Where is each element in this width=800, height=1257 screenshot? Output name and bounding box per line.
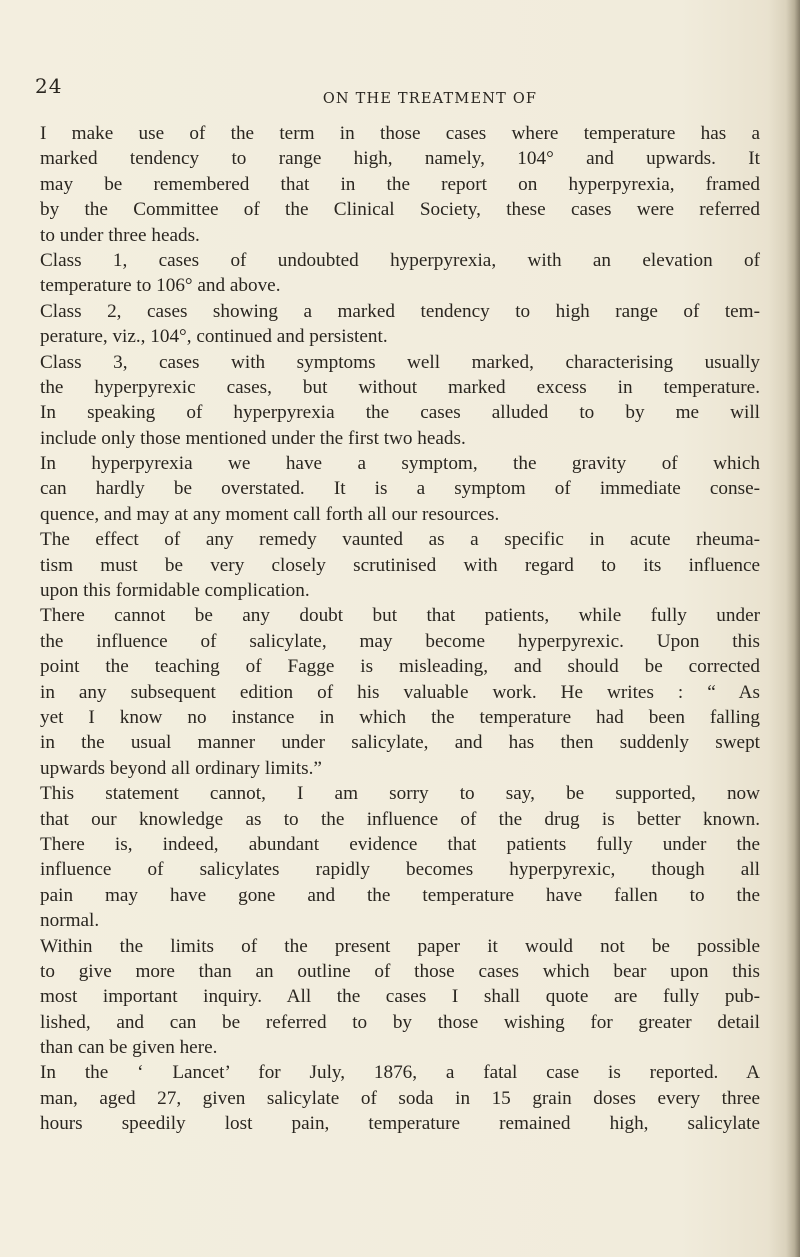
text-line: Class 3, cases with symptoms well marked, characterising usually [40,351,760,373]
text-line: the influence of salicylate, may become hyperpyrexic. Upon this [40,630,760,652]
text-line: The effect of any remedy vaunted as a specific in acute rheuma- [40,529,760,551]
text-line: pain may have gone and the temperature have fallen to the [40,884,760,906]
text-line: temperature to 106° and above. [40,275,281,297]
text-line: There cannot be any doubt but that patients, while fully under [40,605,760,627]
text-line: point the teaching of Fagge is misleading, and should be corrected [40,656,760,678]
text-line: to under three heads. [40,224,200,246]
text-line: most important inquiry. All the cases I shall quote are fully pub- [40,986,760,1008]
text-line: In speaking of hyperpyrexia the cases alluded to by me will [40,402,760,424]
text-line: Within the limits of the present paper it would not be possible [40,935,760,957]
text-line: influence of salicylates rapidly becomes hyperpyrexic, though all [40,859,760,881]
text-line: upon this formidable complication. [40,580,310,602]
page-edge-shadow [786,0,800,1257]
text-line: lished, and can be referred to by those wishing for greater detail [40,1011,760,1033]
text-line: tism must be very closely scrutinised with regard to its influence [40,554,760,576]
text-line: yet I know no instance in which the temperature had been falling [40,706,760,728]
text-line: Class 1, cases of undoubted hyperpyrexia, with an elevation of [40,249,760,271]
text-line: Class 2, cases showing a marked tendency to high range of tem- [40,300,760,322]
text-line: by the Committee of the Clinical Society, these cases were referred [40,199,760,221]
text-line: normal. [40,910,100,932]
text-line: upwards beyond all ordinary limits.” [40,757,322,779]
page-number: 24 [35,74,63,98]
text-line: may be remembered that in the report on hyperpyrexia, framed [40,173,760,195]
text-line: can hardly be overstated. It is a symptom of immediate conse- [40,478,760,500]
text-line: In hyperpyrexia we have a symptom, the gravity of which [40,453,760,475]
text-line: I make use of the term in those cases where temperature has a [40,123,760,144]
text-line: In the ‘ Lancet’ for July, 1876, a fatal case is reported. A [40,1062,760,1084]
text-line: the hyperpyrexic cases, but without marked excess in temperature. [40,376,760,398]
text-line: hours speedily lost pain, temperature remained high, salicylate [40,1113,760,1135]
running-head: ON THE TREATMENT OF [322,91,538,107]
text-line: than can be given here. [40,1037,218,1059]
text-line: This statement cannot, I am sorry to say, be supported, now [40,783,760,805]
text-line: include only those mentioned under the first two heads. [40,427,466,449]
text-line: in any subsequent edition of his valuable work. He writes : “ As [40,681,760,703]
text-line: man, aged 27, given salicylate of soda in 15 grain doses every three [40,1087,760,1109]
text-line: in the usual manner under salicylate, and has then suddenly swept [40,732,760,754]
text-line: that our knowledge as to the influence of the drug is better known. [40,808,760,830]
text-line: to give more than an outline of those cases which bear upon this [40,960,760,982]
text-line: quence, and may at any moment call forth all our resources. [40,503,500,525]
text-line: perature, viz., 104°, continued and persistent. [40,326,388,348]
text-line: There is, indeed, abundant evidence that patients fully under the [40,833,760,855]
body-text [40,121,760,1137]
text-line: marked tendency to range high, namely, 104° and upwards. It [40,148,760,170]
